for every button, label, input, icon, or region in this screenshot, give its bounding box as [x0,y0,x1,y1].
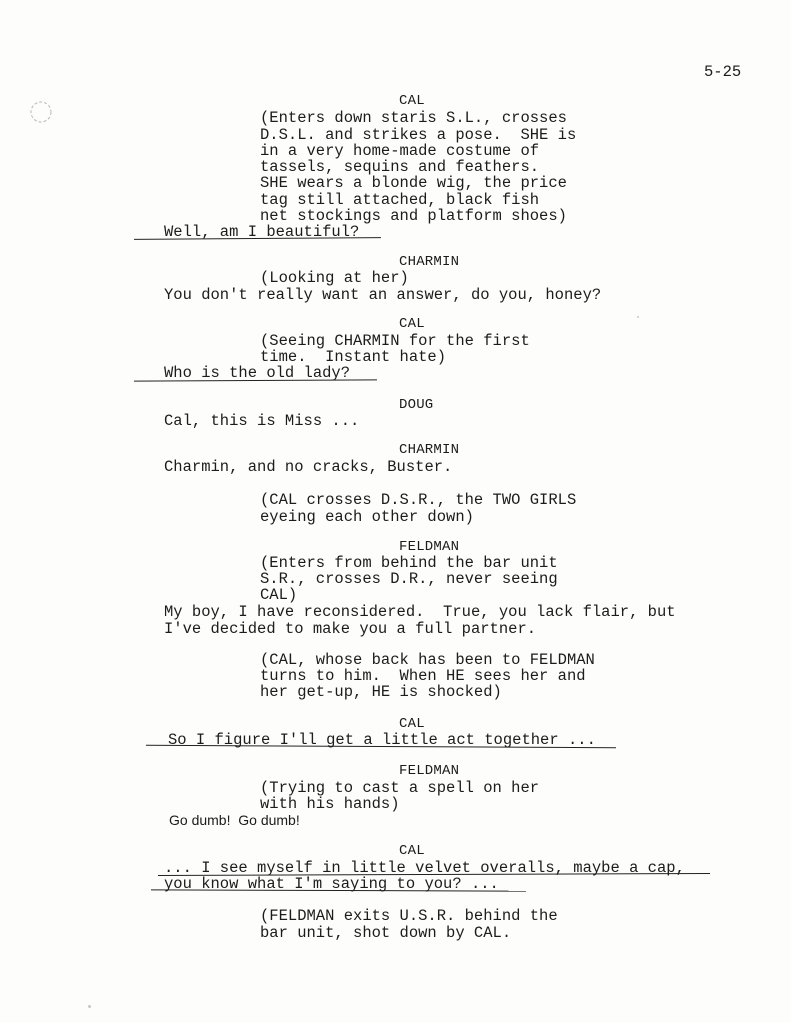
stage-direction-line: (FELDMAN exits U.S.R. behind the [260,907,558,925]
dialogue-line: ... I see myself in little velvet overalls, maybe a cap, [164,859,685,877]
character-name: FELDMAN [399,763,460,779]
stage-direction-line: S.R., crosses D.R., never seeing [260,570,558,588]
dialogue-line: I've decided to make you a full partner. [164,620,537,638]
character-name: CHARMIN [399,442,460,458]
dialogue-line: You don't really want an answer, do you, honey? [164,286,602,304]
stage-direction-line: with his hands) [260,795,400,813]
stage-direction-line: tassels, sequins and feathers. [260,158,540,176]
character-name: CAL [399,93,425,109]
dialogue-line: Go dumb! Go dumb! [169,812,300,828]
stage-direction-line: (Looking at her) [260,269,409,287]
stage-direction-line: (Seeing CHARMIN for the first [260,332,530,350]
character-name: CAL [399,716,425,732]
stage-direction-line: time. Instant hate) [260,348,447,366]
character-name: CAL [399,316,425,332]
stage-direction-line: (Enters from behind the bar unit [260,554,558,572]
paper-speck [88,1005,91,1008]
stage-direction-line: bar unit, shot down by CAL. [260,924,512,942]
character-name: FELDMAN [399,539,460,555]
stage-direction-line: CAL) [260,586,298,604]
dialogue-line: So I figure I'll get a little act together ... [168,731,596,749]
stage-direction-line: her get-up, HE is shocked) [260,683,502,701]
stage-direction-line: (CAL, whose back has been to FELDMAN [260,651,595,669]
dialogue-line: Who is the old lady? [164,364,351,382]
stage-direction-line: (CAL crosses D.S.R., the TWO GIRLS [260,491,577,509]
stage-direction-line: (Trying to cast a spell on her [260,779,540,797]
dialogue-line: you know what I'm saying to you? ... [164,875,499,893]
stage-direction-line: tag still attached, black fish [260,191,540,209]
character-name: CAL [399,843,425,859]
stage-direction-line: eyeing each other down) [260,508,474,526]
stage-direction-line: in a very home-made costume of [260,142,540,160]
dialogue-line: Charmin, and no cracks, Buster. [164,458,453,476]
dialogue-line: Well, am I beautiful? [164,223,360,241]
page-number: 5-25 [704,63,742,81]
stage-direction-line: D.S.L. and strikes a pose. SHE is [260,126,577,144]
dialogue-line: My boy, I have reconsidered. True, you lack flair, but [164,603,676,621]
stage-direction-line: net stockings and platform shoes) [260,207,567,225]
character-name: CHARMIN [399,254,460,270]
hole-punch-mark [28,99,54,125]
stage-direction-line: SHE wears a blonde wig, the price [260,174,567,192]
stage-direction-line: (Enters down staris S.L., crosses [260,109,567,127]
paper-speck [637,316,639,318]
stage-direction-line: turns to him. When HE sees her and [260,667,586,685]
dialogue-line: Cal, this is Miss ... [164,412,360,430]
character-name: DOUG [399,397,434,413]
